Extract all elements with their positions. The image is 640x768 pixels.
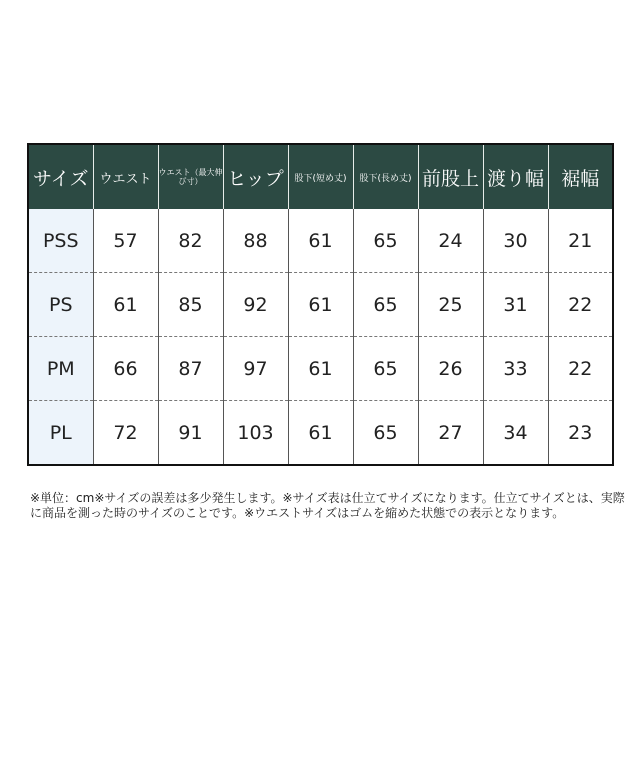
row-size-label: PSS xyxy=(28,209,93,273)
header-inseam-short: 股下(短め丈) xyxy=(288,144,353,209)
table-cell: 26 xyxy=(418,337,483,401)
size-table xyxy=(27,143,614,466)
table-cell: 88 xyxy=(223,209,288,273)
header-hem-width: 裾幅 xyxy=(548,144,613,209)
table-cell: 27 xyxy=(418,401,483,466)
header-front-rise: 前股上 xyxy=(418,144,483,209)
header-inseam-long: 股下(長め丈) xyxy=(353,144,418,209)
table-row xyxy=(28,273,613,337)
table-cell: 23 xyxy=(568,421,593,444)
row-size-label: PS xyxy=(28,273,93,337)
table-cell: 91 xyxy=(158,401,223,466)
row-size-label: PL xyxy=(28,401,93,466)
table-cell: 97 xyxy=(223,337,288,401)
header-waist: ウエスト xyxy=(93,144,158,209)
table-cell: 61 xyxy=(288,209,353,273)
table-cell: 33 xyxy=(483,337,548,401)
table-cell: 65 xyxy=(353,273,418,337)
table-cell: 65 xyxy=(353,401,418,466)
table-cell: 103 xyxy=(223,401,288,466)
table-cell: 57 xyxy=(93,209,158,273)
table-cell: 61 xyxy=(288,273,353,337)
table-cell: 22 xyxy=(548,337,613,401)
table-cell: 65 xyxy=(353,337,418,401)
header-thigh-width: 渡り幅 xyxy=(483,144,548,209)
table-cell: 61 xyxy=(288,337,353,401)
table-cell: 65 xyxy=(353,209,418,273)
table-cell: 22 xyxy=(548,273,613,337)
header-row xyxy=(28,144,613,209)
table-cell: 92 xyxy=(223,273,288,337)
table-cell: 61 xyxy=(93,273,158,337)
table-cell: 82 xyxy=(158,209,223,273)
table-cell: 31 xyxy=(483,273,548,337)
header-hip: ヒップ xyxy=(223,144,288,209)
table-row xyxy=(28,337,613,401)
header-size: サイズ xyxy=(28,144,93,209)
table-row xyxy=(28,209,613,273)
table-cell: 87 xyxy=(158,337,223,401)
table-cell: 21 xyxy=(548,209,613,273)
row-size-label: PM xyxy=(28,337,93,401)
table-cell: 25 xyxy=(418,273,483,337)
table-cell: 66 xyxy=(93,337,158,401)
table-cell: 72 xyxy=(93,401,158,466)
header-waist-max: ウエスト（最大伸び寸） xyxy=(158,144,223,209)
table-row xyxy=(28,401,613,466)
table-cell: 34 xyxy=(483,401,548,466)
table-cell: 24 xyxy=(418,209,483,273)
table-cell: 61 xyxy=(288,401,353,466)
table-cell: 30 xyxy=(483,209,548,273)
table-cell: 85 xyxy=(158,273,223,337)
size-note: ※単位：cm※サイズの誤差は多少発生します。※サイズ表は仕立てサイズになります。仕立てサイズとは、実際に商品を測った時のサイズのことです。※ウエストサイズはゴムを縮めた状態での表示となります。 xyxy=(30,491,625,520)
